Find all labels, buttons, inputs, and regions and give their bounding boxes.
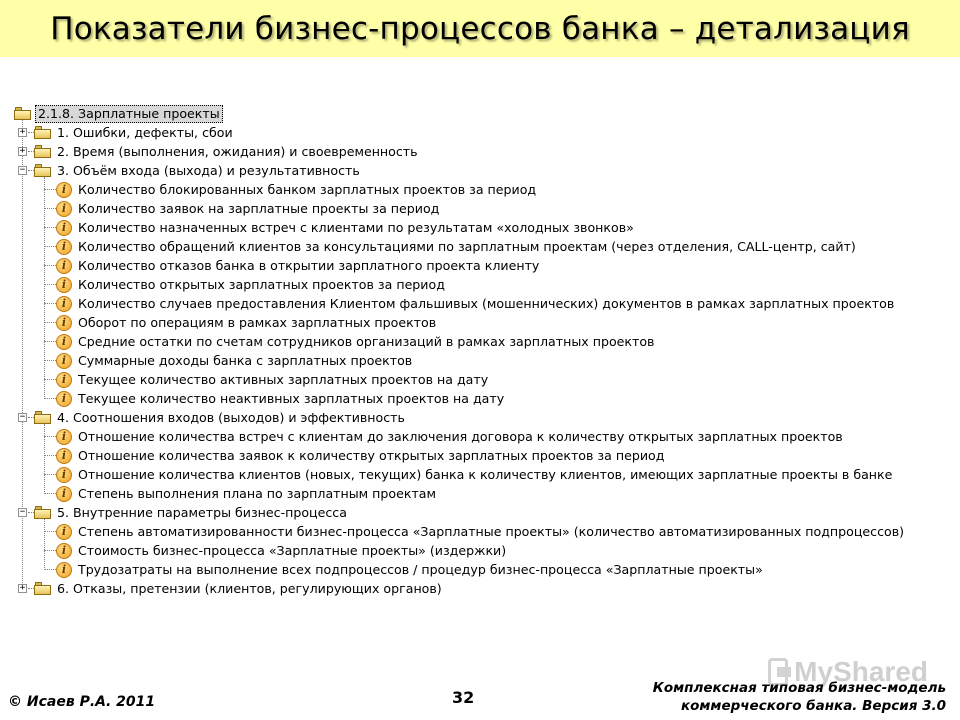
info-icon: i [56, 182, 72, 198]
watermark-text: MyShared [794, 656, 928, 687]
footer-caption-line-1: Комплексная типовая бизнес-модель [652, 680, 946, 696]
plus-icon[interactable]: + [19, 583, 26, 593]
info-icon: i [56, 258, 72, 274]
minus-icon[interactable]: − [19, 507, 26, 517]
info-icon: i [56, 220, 72, 236]
info-icon: i [56, 277, 72, 293]
info-icon: i [56, 239, 72, 255]
folder-icon [34, 164, 51, 177]
tree-leaf[interactable] [14, 294, 950, 313]
tree-leaf-label: Средние остатки по счетам сотрудников организаций в рамках зарплатных проектов [78, 333, 655, 349]
tree-leaf[interactable] [14, 389, 950, 408]
info-icon: i [56, 524, 72, 540]
tree-leaf-label: Стоимость бизнес-процесса «Зарплатные проекты» (издержки) [78, 542, 507, 558]
info-icon: i [56, 353, 72, 369]
tree-group[interactable] [14, 408, 950, 427]
info-icon: i [56, 391, 72, 407]
folder-icon [14, 107, 31, 120]
tree-leaf[interactable] [14, 180, 950, 199]
tree-leaf-label: Оборот по операциям в рамках зарплатных проектов [78, 314, 437, 330]
tree-leaf-label: Количество заявок на зарплатные проекты за период [78, 200, 440, 216]
tree-leaf[interactable] [14, 313, 950, 332]
tree-leaf-label: Трудозатраты на выполнение всех подпроцессов / процедур бизнес-процесса «Зарплатные проекты» [78, 561, 763, 577]
tree-group-label: 3. Объём входа (выхода) и результативность [57, 162, 360, 178]
tree-leaf-label: Отношение количества заявок к количеству открытых зарплатных проектов за период [78, 447, 665, 463]
tree-leaf[interactable] [14, 465, 950, 484]
tree-leaf[interactable] [14, 237, 950, 256]
tree-view [14, 104, 950, 598]
footer-caption-line-2: коммерческого банка. Версия 3.0 [680, 698, 946, 714]
info-icon: i [56, 562, 72, 578]
page-title: Показатели бизнес-процессов банка – детализация [50, 10, 910, 47]
tree-leaf[interactable] [14, 522, 950, 541]
tree-leaf[interactable] [14, 370, 950, 389]
tree-leaf-label: Количество случаев предоставления Клиентом фальшивых (мошеннических) документов в рамках зарплатных проектов [78, 295, 895, 311]
tree-leaf[interactable] [14, 484, 950, 503]
page-number: 32 [452, 688, 475, 707]
info-icon: i [56, 372, 72, 388]
tree-leaf-label: Степень выполнения плана по зарплатным проектам [78, 485, 437, 501]
folder-icon [34, 411, 51, 424]
tree-group-label: 6. Отказы, претензии (клиентов, регулирующих органов) [57, 580, 442, 596]
tree-root[interactable] [14, 104, 950, 123]
tree-leaf-label: Текущее количество активных зарплатных проектов на дату [78, 371, 489, 387]
tree-leaf[interactable] [14, 332, 950, 351]
tree-leaf-label: Количество обращений клиентов за консультациями по зарплатным проектам (через отделения, CALL-центр, сайт) [78, 238, 856, 254]
tree-leaf[interactable] [14, 541, 950, 560]
info-icon: i [56, 429, 72, 445]
info-icon: i [56, 448, 72, 464]
tree-leaf[interactable] [14, 256, 950, 275]
tree-leaf-label: Отношение количества клиентов (новых, текущих) банка к количеству клиентов, имеющих зарплатные проекты в банке [78, 466, 893, 482]
tree-leaf-label: Количество отказов банка в открытии зарплатного проекта клиенту [78, 257, 540, 273]
folder-icon [34, 582, 51, 595]
tree-leaf[interactable] [14, 218, 950, 237]
tree-group-label: 1. Ошибки, дефекты, сбои [57, 124, 233, 140]
tree-leaf-label: Количество блокированных банком зарплатных проектов за период [78, 181, 537, 197]
folder-icon [34, 506, 51, 519]
folder-icon [34, 126, 51, 139]
info-icon: i [56, 486, 72, 502]
plus-icon[interactable]: + [19, 146, 26, 156]
tree-leaf-label: Количество назначенных встреч с клиентами по результатам «холодных звонков» [78, 219, 634, 235]
info-icon: i [56, 315, 72, 331]
minus-icon[interactable]: − [19, 165, 26, 175]
info-icon: i [56, 334, 72, 350]
tree-group[interactable] [14, 123, 950, 142]
tree-leaf[interactable] [14, 199, 950, 218]
tree-group[interactable] [14, 579, 950, 598]
info-icon: i [56, 543, 72, 559]
tree-leaf-label: Отношение количества встреч с клиентам до заключения договора к количеству открытых зарплатных проектов [78, 428, 843, 444]
tree-leaf[interactable] [14, 351, 950, 370]
footer-author: © Исаев Р.А. 2011 [8, 694, 156, 710]
info-icon: i [56, 296, 72, 312]
tree-leaf[interactable] [14, 427, 950, 446]
info-icon: i [56, 201, 72, 217]
tree-leaf[interactable] [14, 446, 950, 465]
tree-group[interactable] [14, 142, 950, 161]
tree-group[interactable] [14, 161, 950, 180]
tree-group-label: 4. Соотношения входов (выходов) и эффективность [57, 409, 405, 425]
title-bar [0, 0, 960, 57]
tree-group-label: 5. Внутренние параметры бизнес-процесса [57, 504, 347, 520]
tree-leaf-label: Степень автоматизированности бизнес-процесса «Зарплатные проекты» (количество автоматизированных подпроцессов) [78, 523, 905, 539]
tree-leaf-label: Суммарные доходы банка с зарплатных проектов [78, 352, 413, 368]
plus-icon[interactable]: + [19, 127, 26, 137]
footer-caption [653, 679, 946, 715]
folder-icon [34, 145, 51, 158]
tree-leaf-label: Количество открытых зарплатных проектов за период [78, 276, 445, 292]
tree-group-label: 2. Время (выполнения, ожидания) и своевременность [57, 143, 418, 159]
tree-leaf[interactable] [14, 560, 950, 579]
tree-root-label: 2.1.8. Зарплатные проекты [35, 105, 223, 123]
tree-leaf-label: Текущее количество неактивных зарплатных проектов на дату [78, 390, 505, 406]
info-icon: i [56, 467, 72, 483]
tree-group[interactable] [14, 503, 950, 522]
minus-icon[interactable]: − [19, 412, 26, 422]
tree-leaf[interactable] [14, 275, 950, 294]
